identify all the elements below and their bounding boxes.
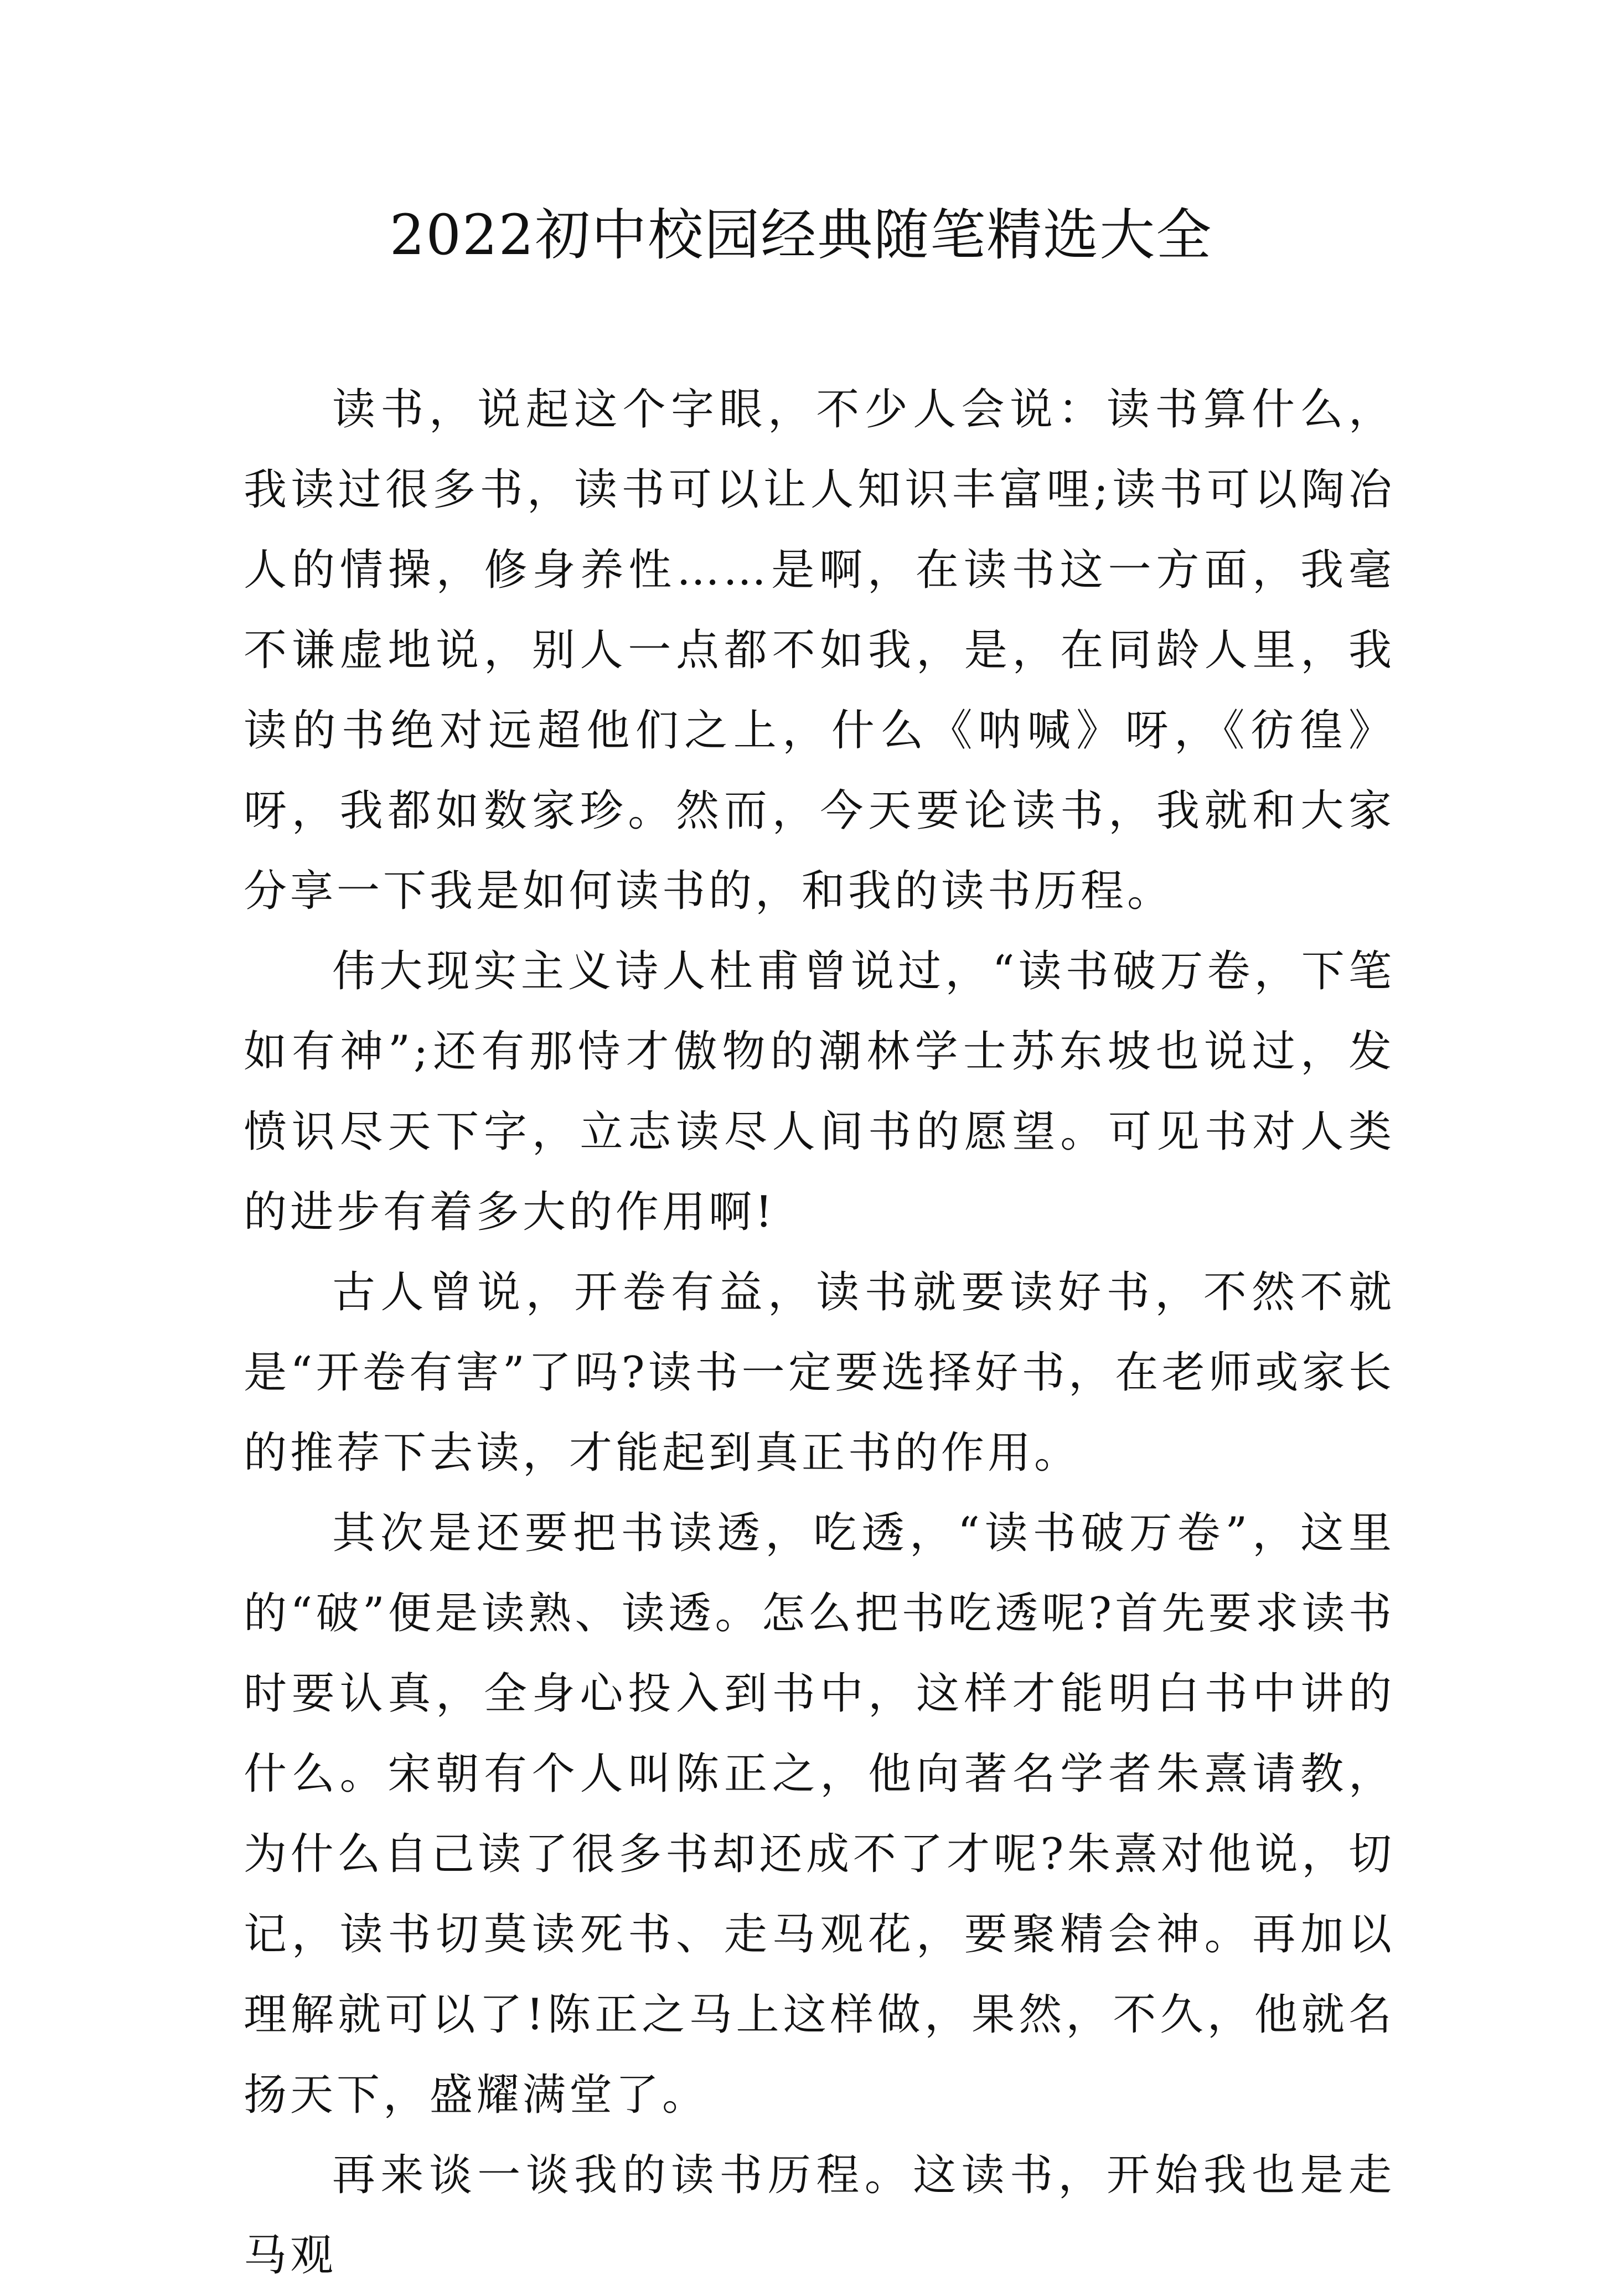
paragraph-4: 其次是还要把书读透，吃透，“读书破万卷”，这里的“破”便是读熟、读透。怎么把书吃透呢?首先要求读书时要认真，全身心投入到书中，这样才能明白书中讲的什么。宋朝有个人叫陈正之，他向著名学者朱熹请教，为什么自己读了很多书却还成不了才呢?朱熹对他说，切记，读书切莫读死书、走马观花，要聚精会神。再加以理解就可以了!陈正之马上这样做，果然，不久，他就名扬天下，盛耀满堂了。 xyxy=(244,1508,1395,2120)
paragraph-5: 再来谈一谈我的读书历程。这读书，开始我也是走马观 xyxy=(244,2150,1395,2281)
paragraph-3: 古人曾说，开卷有益，读书就要读好书，不然不就是“开卷有害”了吗?读书一定要选择好书，在老师或家长的推荐下去读，才能起到真正书的作用。 xyxy=(244,1268,1395,1478)
document-body xyxy=(244,370,1395,2296)
document-title: 2022初中校园经典随笔精选大全 xyxy=(389,203,1213,267)
paragraph-2: 伟大现实主义诗人杜甫曾说过，“读书破万卷，下笔如有神”;还有那恃才傲物的潮林学士苏东坡也说过，发愤识尽天下字，立志读尽人间书的愿望。可见书对人类的进步有着多大的作用啊! xyxy=(244,947,1395,1237)
paragraph-1: 读书，说起这个字眼，不少人会说：读书算什么，我读过很多书，读书可以让人知识丰富哩;读书可以陶冶人的情操，修身养性……是啊，在读书这一方面，我毫不谦虚地说，别人一点都不如我，是，在同龄人里，我读的书绝对远超他们之上，什么《呐喊》呀，《彷徨》呀，我都如数家珍。然而，今天要论读书，我就和大家分享一下我是如何读书的，和我的读书历程。 xyxy=(244,385,1395,916)
